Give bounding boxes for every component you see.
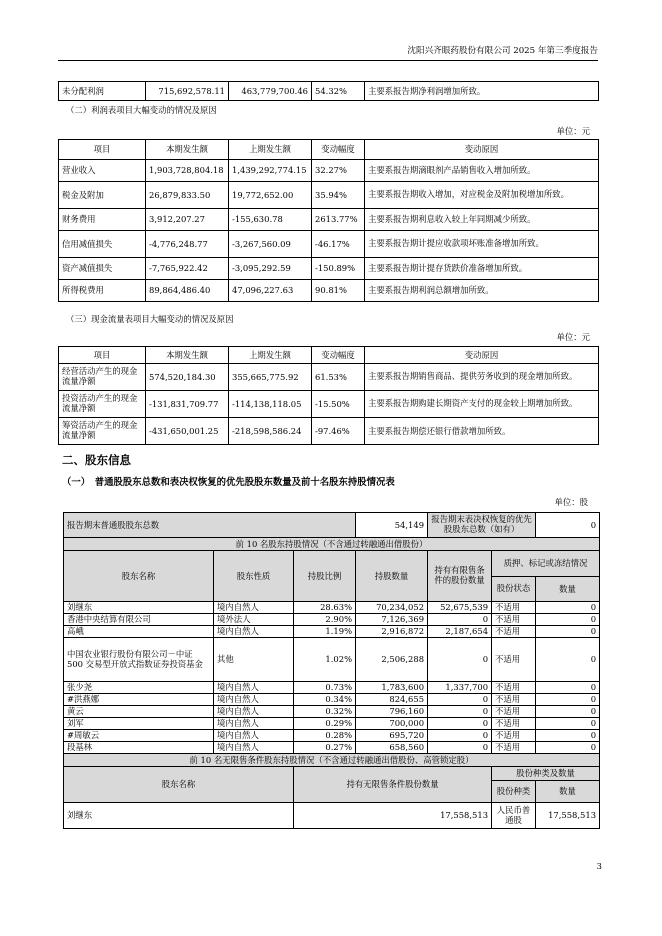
previous-amount: -218,598,586.24 [229,418,312,445]
unrestricted-amount: 17,558,513 [294,803,492,829]
current-amount: -431,650,001.25 [146,418,229,445]
shareholder-name: 黄云 [64,706,214,718]
change-reason: 主要系报告期利润总额增加所致。 [365,280,599,302]
item-name: 投资活动产生的现金流量净额 [59,391,146,418]
change-rate: -15.50% [312,391,365,418]
col-header: 股份状态 [492,577,536,602]
shareholder-nature: 境内自然人 [214,706,294,718]
header-row [64,767,600,781]
change-rate: 35.94% [312,182,365,209]
previous-amount: -114,138,118.05 [229,391,312,418]
shareholding-ratio: 0.32% [294,706,356,718]
col-header: 股份种类 [492,781,536,803]
shareholding-amount: 70,234,052 [356,602,428,614]
col-header: 上期发生额 [229,140,312,160]
shareholder-table [63,512,600,829]
table-row [59,418,599,445]
item-name: 未分配利润 [59,82,146,101]
shareholding-ratio: 0.29% [294,718,356,730]
share-status: 不适用 [492,626,536,638]
income-table [58,139,599,302]
change-reason: 主要系报告期净利润增加所致。 [365,82,599,101]
current-amount: 26,879,833.50 [146,182,229,209]
item-name: 税金及附加 [59,182,146,209]
previous-amount: 1,439,292,774.15 [229,160,312,182]
col-header: 股东性质 [214,551,294,602]
shareholder-nature: 境内自然人 [214,602,294,614]
restricted-shares: 0 [428,638,492,682]
shareholder-name: 刘军 [64,718,214,730]
change-rate: 32.27% [312,160,365,182]
top10-title: 前 10 名股东持股情况（不含通过转融通出借股份） [64,538,600,551]
pledged-quantity: 0 [536,602,600,614]
preferred-shareholders-value: 0 [536,513,600,538]
retained-earnings-table [58,81,599,101]
shareholder-nature: 境内自然人 [214,694,294,706]
table-row [59,209,599,231]
item-name: 所得税费用 [59,280,146,302]
section-title: 二、股东信息 [62,453,131,467]
change-reason: 主要系报告期滴眼剂产品销售收入增加所致。 [365,160,599,182]
shareholder-name: 高峨 [64,626,214,638]
change-rate: 2613.77% [312,209,365,231]
table-row [64,730,600,742]
share-type: 人民币普通股 [492,803,536,829]
pledged-quantity: 0 [536,626,600,638]
pledged-quantity: 0 [536,730,600,742]
change-rate: -97.46% [312,418,365,445]
table-row [64,513,600,538]
header-row [59,140,599,160]
item-name: 财务费用 [59,209,146,231]
restricted-shares: 0 [428,706,492,718]
restricted-shares: 0 [428,718,492,730]
pledged-quantity: 0 [536,706,600,718]
previous-amount: 463,779,700.46 [229,82,312,101]
col-header: 股东名称 [64,767,294,803]
cashflow-caption: （三）现金流量表项目大幅变动的情况及原因 [66,314,234,324]
shareholding-amount: 7,126,369 [356,614,428,626]
header-row [59,347,599,364]
change-reason: 主要系报告期计提应收款项坏账准备增加所致。 [365,231,599,258]
shareholding-amount: 700,000 [356,718,428,730]
table-row [59,364,599,391]
shareholder-name: 段基林 [64,742,214,754]
item-name: 筹资活动产生的现金流量净额 [59,418,146,445]
share-type-quantity: 17,558,513 [536,803,600,829]
col-header: 持有无限售条件股份数量 [294,767,492,803]
shareholder-nature: 境内自然人 [214,718,294,730]
pledged-quantity: 0 [536,718,600,730]
table-row [64,706,600,718]
col-header: 数量 [536,781,600,803]
previous-amount: 355,665,775.92 [229,364,312,391]
share-status: 不适用 [492,694,536,706]
shareholding-ratio: 0.73% [294,682,356,694]
item-name: 营业收入 [59,160,146,182]
cashflow-unit: 单位：元 [556,332,590,342]
table-row [64,718,600,730]
table-row [59,82,599,101]
table-row [64,682,600,694]
preferred-shareholders-label: 报告期末表决权恢复的优先股股东总数（如有） [428,513,536,538]
current-amount: 715,692,578.11 [146,82,229,101]
shareholding-ratio: 0.34% [294,694,356,706]
change-reason: 主要系报告期购建长期资产支付的现金较上期增加所致。 [365,391,599,418]
col-header: 股份种类及数量 [492,767,600,781]
col-header: 持股数量 [356,551,428,602]
table-row [59,258,599,280]
col-header: 变动原因 [365,140,599,160]
restricted-shares: 1,337,700 [428,682,492,694]
current-amount: 1,903,728,804.18 [146,160,229,182]
shareholding-ratio: 1.19% [294,626,356,638]
item-name: 信用减值损失 [59,231,146,258]
share-status: 不适用 [492,682,536,694]
change-rate: -150.89% [312,258,365,280]
table-row [64,626,600,638]
share-status: 不适用 [492,742,536,754]
change-rate: 61.53% [312,364,365,391]
total-shareholders-value: 54,149 [356,513,428,538]
restricted-shares: 52,675,539 [428,602,492,614]
table-row [64,694,600,706]
col-header: 上期发生额 [229,347,312,364]
pledged-quantity: 0 [536,614,600,626]
col-header: 项目 [59,347,146,364]
change-rate: 54.32% [312,82,365,101]
shareholder-name: 刘继东 [64,602,214,614]
table-row [59,391,599,418]
shareholding-ratio: 2.90% [294,614,356,626]
share-status: 不适用 [492,638,536,682]
table-row [64,754,600,767]
share-status: 不适用 [492,718,536,730]
previous-amount: 47,096,227.63 [229,280,312,302]
item-name: 资产减值损失 [59,258,146,280]
pledged-quantity: 0 [536,682,600,694]
shareholder-name: 刘继东 [64,803,294,829]
pledged-quantity: 0 [536,694,600,706]
shareholding-amount: 824,655 [356,694,428,706]
current-amount: 89,864,486.40 [146,280,229,302]
shareholding-ratio: 0.28% [294,730,356,742]
shareholder-name: #洪燕娜 [64,694,214,706]
col-header: 本期发生额 [146,347,229,364]
col-header: 持有有限售条件的股份数量 [428,551,492,602]
shareholding-ratio: 0.27% [294,742,356,754]
page-header: 沈阳兴齐眼药股份有限公司 2025 年第三季度报告 [407,46,598,56]
table-row [64,538,600,551]
shareholder-nature: 境内自然人 [214,730,294,742]
change-reason: 主要系报告期收入增加，对应税金及附加税增加所致。 [365,182,599,209]
share-status: 不适用 [492,706,536,718]
pledged-quantity: 0 [536,742,600,754]
col-header: 项目 [59,140,146,160]
shareholding-amount: 2,916,872 [356,626,428,638]
income-unit: 单位：元 [556,126,590,136]
pledged-quantity: 0 [536,638,600,682]
restricted-shares: 0 [428,742,492,754]
table-row [59,160,599,182]
share-status: 不适用 [492,614,536,626]
previous-amount: -3,267,560.09 [229,231,312,258]
share-status: 不适用 [492,730,536,742]
header-row [64,551,600,577]
shareholder-unit: 单位：股 [554,497,588,507]
current-amount: -7,765,922.42 [146,258,229,280]
item-name: 经营活动产生的现金流量净额 [59,364,146,391]
shareholder-nature: 其他 [214,638,294,682]
shareholder-name: 张少尧 [64,682,214,694]
change-rate: 90.81% [312,280,365,302]
change-reason: 主要系报告期利息收入较上年同期减少所致。 [365,209,599,231]
col-header: 变动原因 [365,347,599,364]
shareholder-nature: 境内自然人 [214,682,294,694]
restricted-shares: 2,187,654 [428,626,492,638]
share-status: 不适用 [492,602,536,614]
col-header: 数量 [536,577,600,602]
total-shareholders-label: 报告期末普通股股东总数 [64,513,356,538]
header-rule [58,60,598,61]
table-row [64,803,600,829]
restricted-shares: 0 [428,614,492,626]
page-number: 3 [596,861,602,871]
shareholder-nature: 境外法人 [214,614,294,626]
cashflow-table [58,346,599,445]
table-row [59,280,599,302]
restricted-shares: 0 [428,730,492,742]
shareholding-amount: 1,783,600 [356,682,428,694]
table-row [64,742,600,754]
previous-amount: -155,630.78 [229,209,312,231]
shareholding-ratio: 28.63% [294,602,356,614]
unrestricted-title: 前 10 名无限售条件股东持股情况（不含通过转融通出借股份、高管锁定股） [64,754,600,767]
change-reason: 主要系报告期计提存货跌价准备增加所致。 [365,258,599,280]
current-amount: -4,776,248.77 [146,231,229,258]
current-amount: 574,520,184.30 [146,364,229,391]
change-reason: 主要系报告期销售商品、提供劳务收到的现金增加所致。 [365,364,599,391]
current-amount: 3,912,207.27 [146,209,229,231]
col-header: 质押、标记或冻结情况 [492,551,600,577]
change-rate: -46.17% [312,231,365,258]
current-amount: -131,831,709.77 [146,391,229,418]
col-header: 股东名称 [64,551,214,602]
shareholder-nature: 境内自然人 [214,742,294,754]
table-row [64,602,600,614]
restricted-shares: 0 [428,694,492,706]
col-header: 本期发生额 [146,140,229,160]
shareholder-name: 中国农业银行股份有限公司－中证 500 交易型开放式指数证券投资基金 [64,638,214,682]
table-row [59,182,599,209]
subsection-title: （一） 普通股股东总数和表决权恢复的优先股股东数量及前十名股东持股情况表 [62,477,395,488]
previous-amount: 19,772,652.00 [229,182,312,209]
col-header: 持股比例 [294,551,356,602]
shareholding-amount: 695,720 [356,730,428,742]
shareholding-amount: 658,560 [356,742,428,754]
table-row [59,231,599,258]
shareholder-name: #周敏云 [64,730,214,742]
col-header: 变动幅度 [312,140,365,160]
previous-amount: -3,095,292.59 [229,258,312,280]
shareholding-amount: 2,506,288 [356,638,428,682]
shareholding-amount: 796,160 [356,706,428,718]
col-header: 变动幅度 [312,347,365,364]
table-row [64,614,600,626]
shareholding-ratio: 1.02% [294,638,356,682]
table-row [64,638,600,682]
shareholder-nature: 境内自然人 [214,626,294,638]
change-reason: 主要系报告期偿还银行借款增加所致。 [365,418,599,445]
income-caption: （二）利润表项目大幅变动的情况及原因 [66,105,217,115]
shareholder-name: 香港中央结算有限公司 [64,614,214,626]
